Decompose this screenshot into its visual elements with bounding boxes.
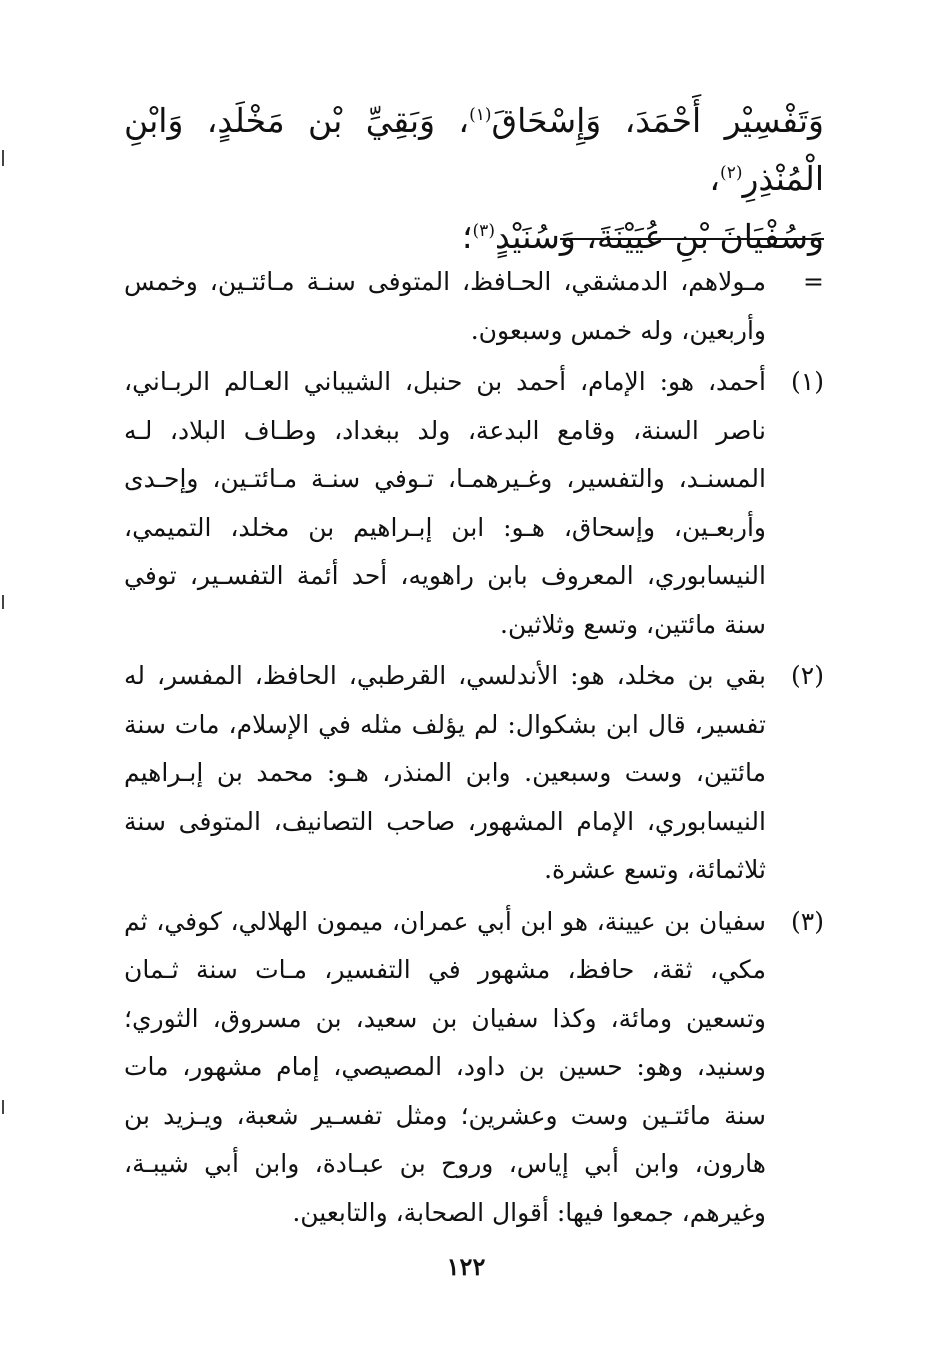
main-text-segment: ، وَبَقِيِّ بْن مَخْلَدٍ، وَابْنِ الْمُنْذِرِ [124, 101, 824, 198]
footnote-2 [124, 652, 824, 895]
footnote-separator [560, 238, 824, 240]
footnote-marker: (٢) [791, 661, 824, 690]
footnote-text: سفيان بن عيينة، هو ابن أبي عمران، ميمون الهلالي، كوفي، ثم مكي، ثقة، حافظ، مشهور في التفسير، مـات سنة ثـمان وتسعين ومائة، وكذا سفيان بن سعيد، بن مسروق، الثوري؛ وسنيد، وهو: حسين بن داود، المصيصي، إمام مشهور، مات سنة مائتـين وست وعشرين؛ ومثل تفسـير شعبة، ويـزيد بن هارون، وابن أبي إياس، وروح بن عبـادة، وابن أبي شيبـة، وغيرهم، جمعوا فيها: أقوال الصحابة، والتابعين. [124, 906, 766, 1227]
footnote-3 [124, 898, 824, 1238]
footnote-text: مـولاهم، الدمشقي، الحـافظ، المتوفى سنـة مـائتـين، وخمس وأربعين، وله خمس وسبعون. [124, 267, 766, 345]
footnote-text: بقي بن مخلد، هو: الأندلسي، القرطبي، الحافظ، المفسر، له تفسير، قال ابن بشكوال: لم يؤلف مثله في الإسلام، مات سنة مائتين، وست وسبعين. وابن المنذر، هـو: محمد بن إبـراهيم النيسابوري، الإمام المشهور، صاحب التصانيف، المتوفى سنة ثلاثمائة، وتسع عشرة. [124, 661, 766, 884]
footnote-marker: (٣) [791, 906, 824, 936]
footnote-ref-2: (٢) [720, 163, 743, 183]
left-edge-mark-middle [2, 595, 4, 609]
main-text-line-1 [124, 92, 824, 208]
footnote-text: أحمد، هو: الإمام، أحمد بن حنبل، الشيباني العـالم الربـاني، ناصر السنة، وقامع البدعة، ولد ببغداد، وطـاف البلاد، لـه المسنـد، والتفسير، وغـيرهمـا، تـوفي سنـة مـائتـين، وإحـدى وأربعـين، وإسحاق، هـو: ابن إبـراهيم بن مخلد، التميمي، النيسابوري، المعروف بابن راهويه، أحد أئمة التفسـير، توفي سنة مائتين، وتسع وثلاثين. [124, 367, 766, 639]
left-edge-mark-bottom [2, 1100, 4, 1114]
footnote-1 [124, 358, 824, 649]
main-text-segment: ؛ [462, 217, 473, 256]
footnote-continuation [124, 258, 824, 355]
page-number: ١٢٢ [446, 1252, 486, 1281]
main-text-segment: وَتَفْسِيْر أَحْمَدَ، وَإِسْحَاقَ [491, 101, 824, 140]
footnote-marker: (١) [791, 367, 824, 396]
footnotes [124, 258, 824, 1240]
left-edge-mark-top [2, 150, 4, 166]
footnote-marker: = [803, 267, 824, 296]
main-text-segment: وَسُفْيَانَ بْنِ عُيَيْنَةَ، وَسُنَيْدٍ [494, 217, 824, 256]
footnote-ref-3: (٣) [472, 221, 495, 241]
footnote-ref-1: (١) [469, 105, 492, 125]
main-text-segment: ، [709, 159, 721, 198]
